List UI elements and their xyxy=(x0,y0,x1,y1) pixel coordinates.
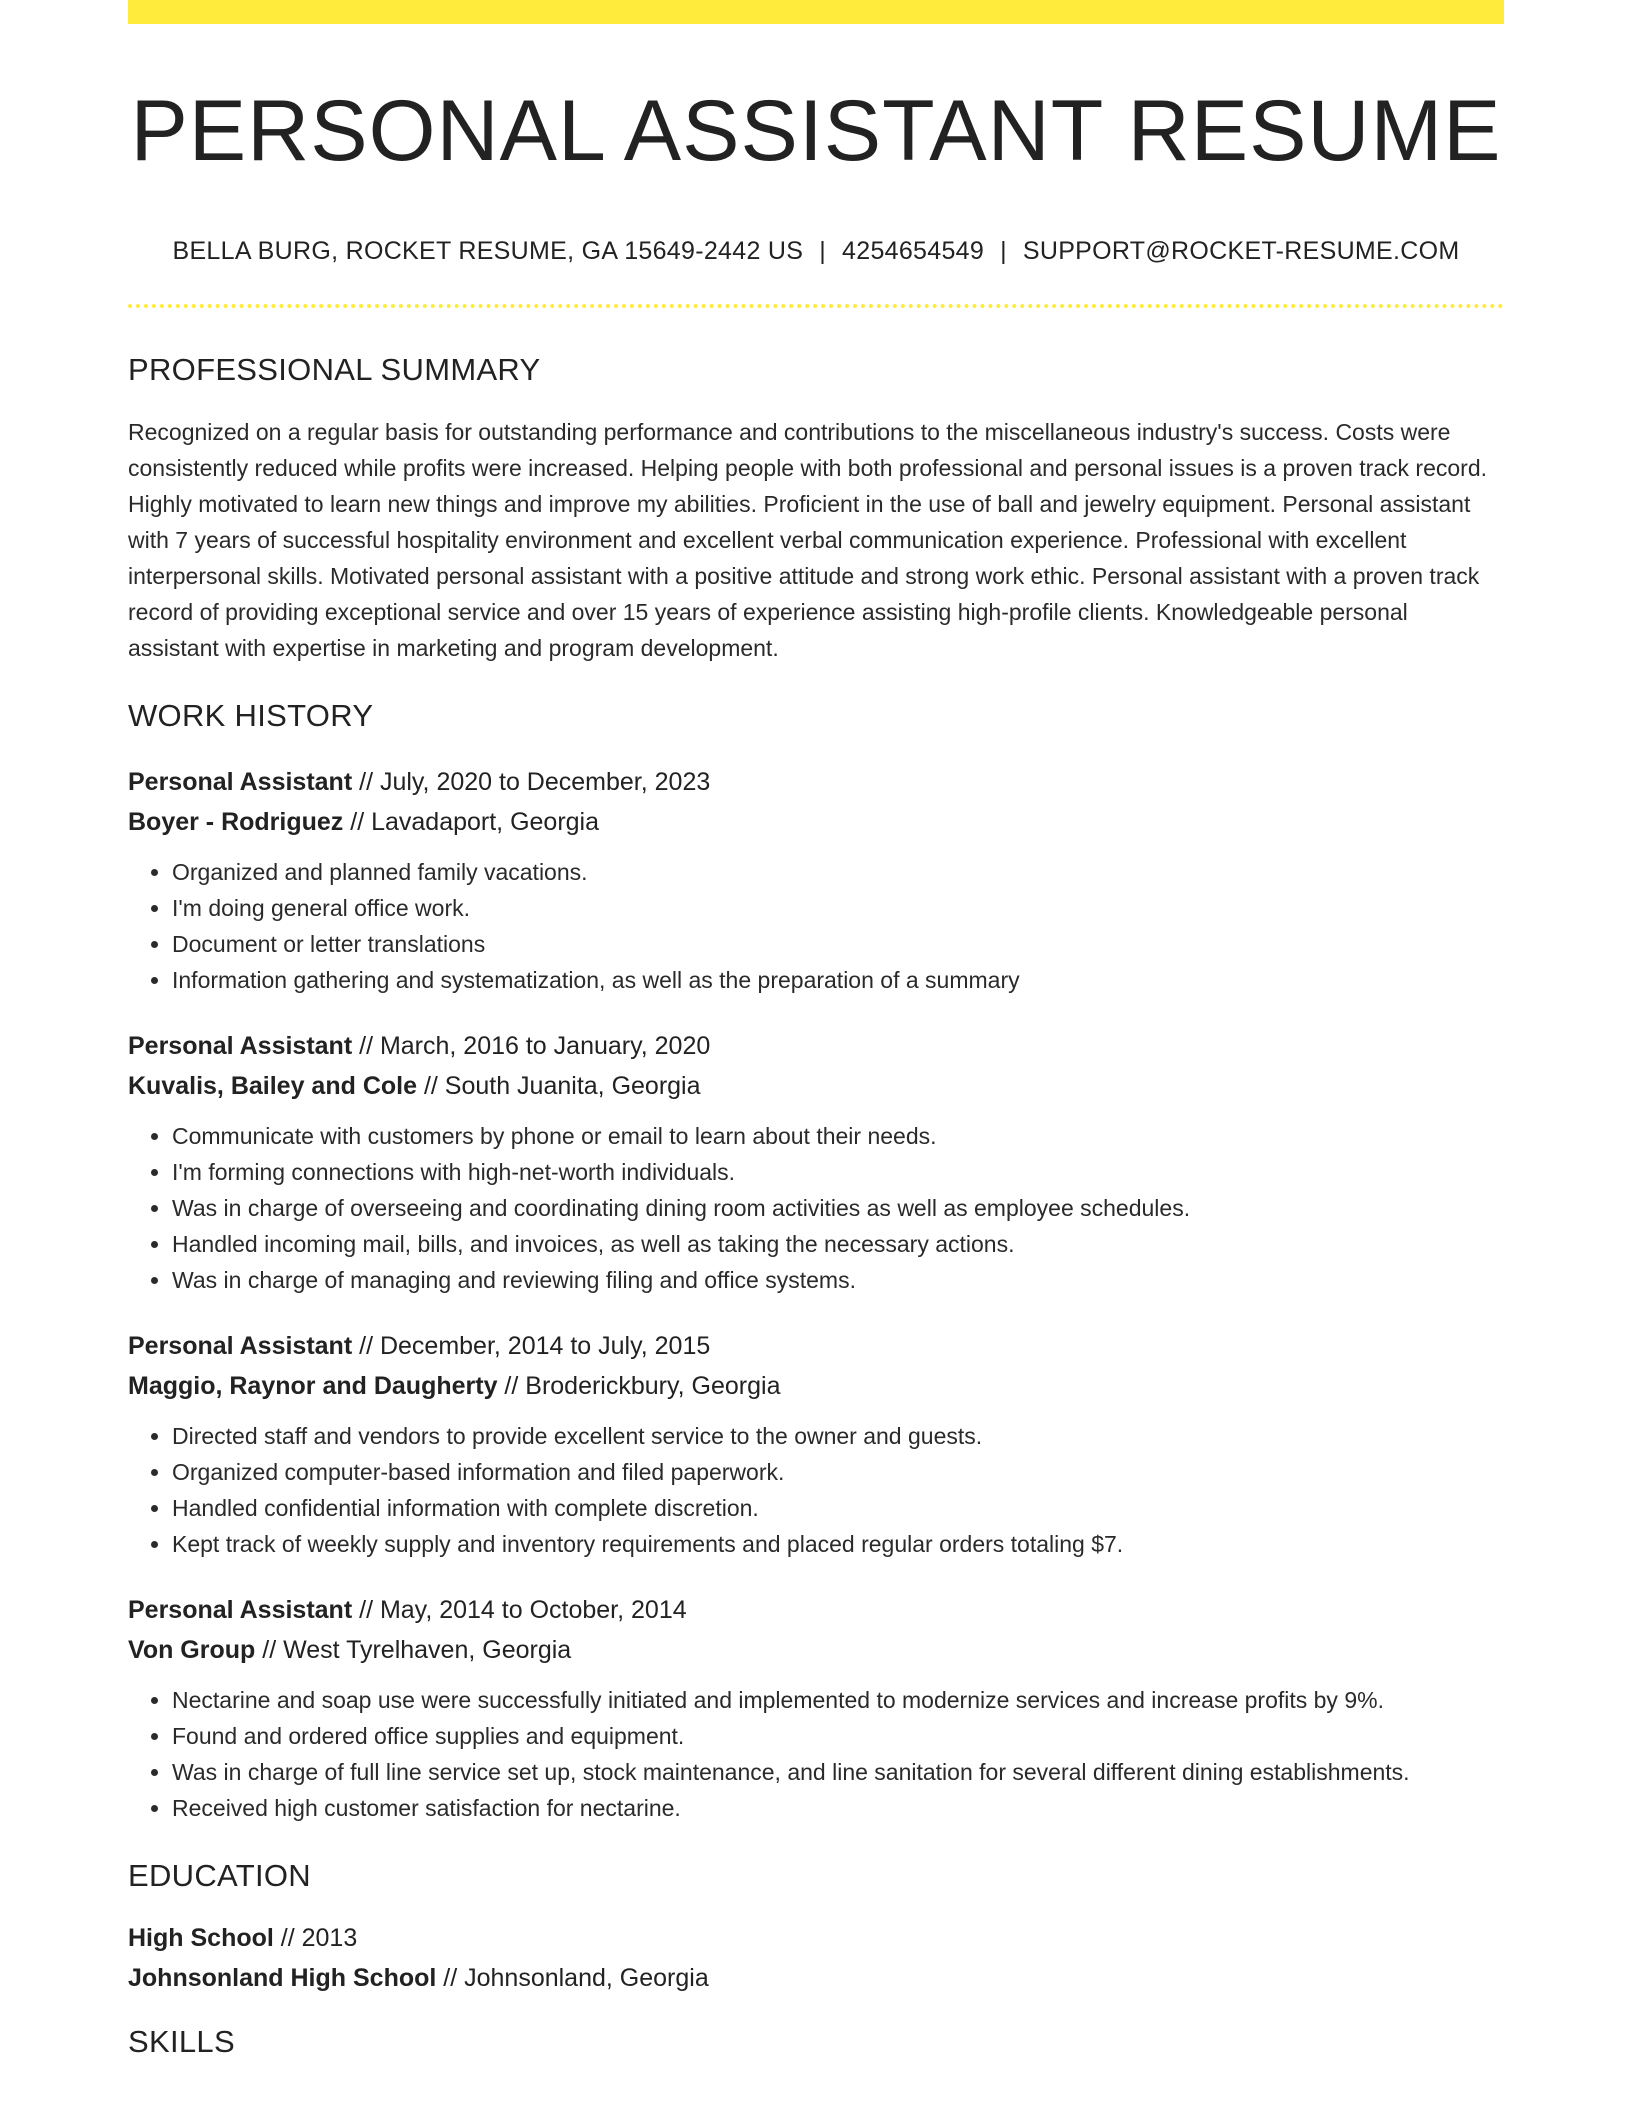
job-dates: // May, 2014 to October, 2014 xyxy=(352,1595,687,1624)
education-degree-line xyxy=(128,1918,1504,1958)
job-role: Personal Assistant xyxy=(128,1331,353,1360)
contact-phone: 4254654549 xyxy=(842,236,985,265)
job-company: Von Group xyxy=(128,1635,256,1664)
job-company-line xyxy=(128,802,1504,842)
list-item: • Handled incoming mail, bills, and invoices, as well as taking the necessary actions. xyxy=(172,1226,1504,1262)
contact-email: SUPPORT@ROCKET-RESUME.COM xyxy=(1022,236,1460,265)
contact-separator: | xyxy=(1000,236,1007,265)
job-company: Maggio, Raynor and Daugherty xyxy=(128,1371,498,1400)
resume-title: PERSONAL ASSISTANT RESUME xyxy=(130,83,1502,179)
list-item: • Organized computer-based information and filed paperwork. xyxy=(172,1454,1504,1490)
job-bullets xyxy=(128,1118,1504,1298)
job-location: // West Tyrelhaven, Georgia xyxy=(255,1635,572,1664)
work-history-heading: WORK HISTORY xyxy=(128,697,374,733)
job-location: // Broderickbury, Georgia xyxy=(497,1371,781,1400)
list-item: • Communicate with customers by phone or email to learn about their needs. xyxy=(172,1118,1504,1154)
list-item: • Found and ordered office supplies and equipment. xyxy=(172,1718,1504,1754)
job-company-line xyxy=(128,1366,1504,1406)
job-entry xyxy=(128,1326,1504,1562)
job-location: // South Juanita, Georgia xyxy=(417,1071,701,1100)
job-entry xyxy=(128,1590,1504,1826)
contact-line xyxy=(128,237,1504,266)
list-item: • Was in charge of full line service set up, stock maintenance, and line sanitation for several different dining establishments. xyxy=(172,1754,1504,1790)
header-divider xyxy=(128,304,1504,308)
list-item: • Received high customer satisfaction for nectarine. xyxy=(172,1790,1504,1826)
education-degree: High School xyxy=(128,1923,274,1952)
job-location: // Lavadaport, Georgia xyxy=(343,807,600,836)
job-dates: // March, 2016 to January, 2020 xyxy=(352,1031,711,1060)
list-item: • Information gathering and systematization, as well as the preparation of a summary xyxy=(172,962,1504,998)
job-role-line xyxy=(128,1326,1504,1366)
job-entry xyxy=(128,762,1504,998)
list-item: • Was in charge of managing and reviewing filing and office systems. xyxy=(172,1262,1504,1298)
summary-heading: PROFESSIONAL SUMMARY xyxy=(128,351,541,387)
job-role-line xyxy=(128,1026,1504,1066)
list-item: • Document or letter translations xyxy=(172,926,1504,962)
education-school: Johnsonland High School xyxy=(128,1963,437,1992)
education-location: // Johnsonland, Georgia xyxy=(436,1963,709,1992)
job-bullets xyxy=(128,854,1504,998)
job-role: Personal Assistant xyxy=(128,1031,353,1060)
job-role: Personal Assistant xyxy=(128,1595,353,1624)
education-year: // 2013 xyxy=(273,1923,358,1952)
list-item: • I'm forming connections with high-net-worth individuals. xyxy=(172,1154,1504,1190)
education-entry xyxy=(128,1918,1504,1998)
top-accent-bar xyxy=(128,0,1504,24)
job-company: Kuvalis, Bailey and Cole xyxy=(128,1071,417,1100)
list-item: • Kept track of weekly supply and inventory requirements and placed regular orders totaling $7. xyxy=(172,1526,1504,1562)
education-school-line xyxy=(128,1958,1504,1998)
job-role-line xyxy=(128,1590,1504,1630)
list-item: • Handled confidential information with complete discretion. xyxy=(172,1490,1504,1526)
resume-page xyxy=(128,0,1504,2060)
list-item: • Directed staff and vendors to provide excellent service to the owner and guests. xyxy=(172,1418,1504,1454)
list-item: • I'm doing general office work. xyxy=(172,890,1504,926)
job-bullets xyxy=(128,1682,1504,1826)
job-dates: // July, 2020 to December, 2023 xyxy=(352,767,711,796)
list-item: • Organized and planned family vacations. xyxy=(172,854,1504,890)
job-bullets xyxy=(128,1418,1504,1562)
job-dates: // December, 2014 to July, 2015 xyxy=(352,1331,711,1360)
job-company-line xyxy=(128,1630,1504,1670)
contact-address: BELLA BURG, ROCKET RESUME, GA 15649-2442 US xyxy=(172,236,804,265)
contact-separator: | xyxy=(819,236,827,265)
job-company: Boyer - Rodriguez xyxy=(128,807,344,836)
list-item: • Was in charge of overseeing and coordinating dining room activities as well as employee schedules. xyxy=(172,1190,1504,1226)
job-role: Personal Assistant xyxy=(128,767,353,796)
job-company-line xyxy=(128,1066,1504,1106)
education-heading: EDUCATION xyxy=(128,1857,311,1893)
job-entry xyxy=(128,1026,1504,1298)
list-item: • Nectarine and soap use were successfully initiated and implemented to modernize services and increase profits by 9%. xyxy=(172,1682,1504,1718)
skills-heading: SKILLS xyxy=(128,2023,235,2059)
job-role-line xyxy=(128,762,1504,802)
summary-text: Recognized on a regular basis for outstanding performance and contributions to the miscellaneous industry's success. Costs were consistently reduced while profits were increased. Helping people with both professional and personal issues is a proven track record. Highly motivated to learn new things and improve my abilities. Proficient in the use of ball and jewelry equipment. Personal assistant with 7 years of successful hospitality environment and excellent verbal communication experience. Professional with excellent interpersonal skills. Motivated personal assistant with a positive attitude and strong work ethic. Personal assistant with a proven track record of providing exceptional service and over 15 years of experience assisting high-profile clients. Knowledgeable personal assistant with expertise in marketing and program development. xyxy=(128,418,1488,661)
